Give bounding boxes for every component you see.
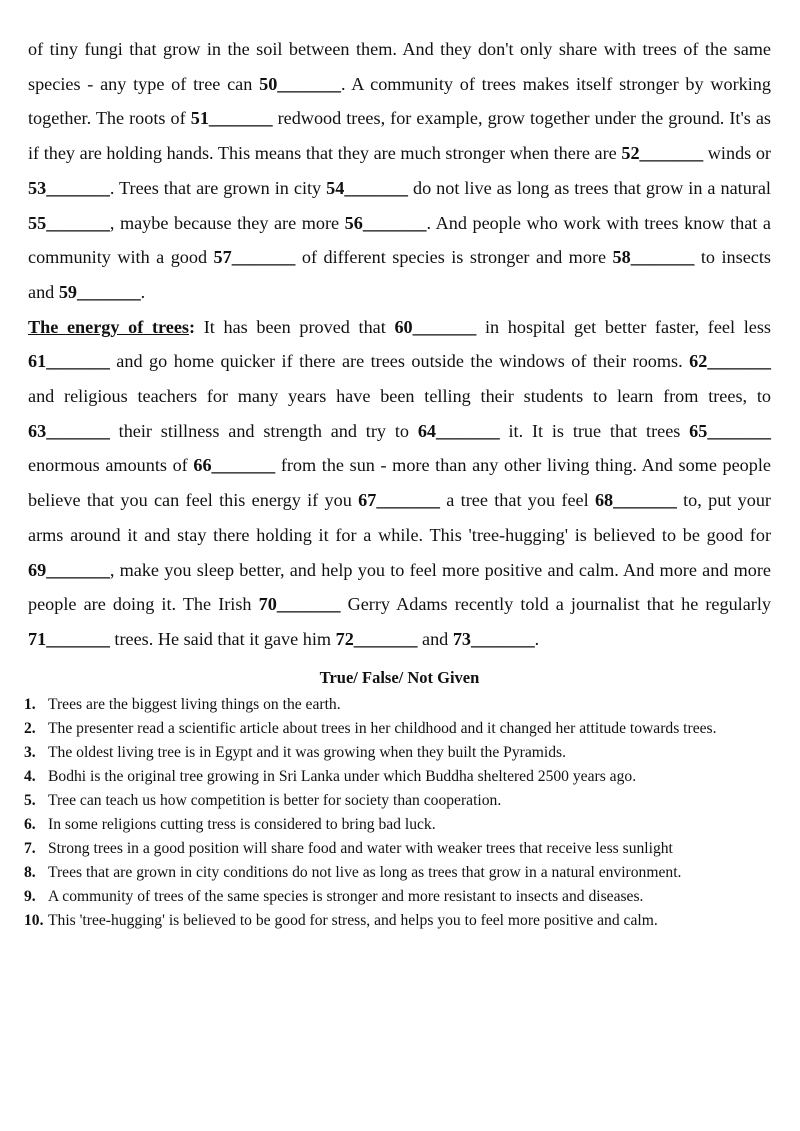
passage-text: . Trees that are grown in city xyxy=(109,177,327,198)
passage-text: to, put your arms around it and stay there holding it for a while. This 'tree-hugging' is believed to be good for xyxy=(28,490,771,545)
tfng-item xyxy=(24,765,771,789)
tfng-item-text: A community of trees of the same species is stronger and more resistant to insects and diseases. xyxy=(48,887,644,905)
gap-blank: 65_______ xyxy=(689,420,772,441)
tfng-item xyxy=(24,861,771,885)
tfng-item-number: 3. xyxy=(24,743,36,761)
passage-text: trees. He said that it gave him xyxy=(109,628,336,649)
gap-blank: 69_______ xyxy=(28,559,110,580)
tfng-item-number: 5. xyxy=(24,791,36,809)
gap-blank: 58_______ xyxy=(612,247,695,268)
gap-blank: 64_______ xyxy=(417,420,500,441)
gap-blank: 62_______ xyxy=(689,351,771,372)
tfng-item-text: Tree can teach us how competition is better for society than cooperation. xyxy=(48,791,502,809)
tfng-item-text: In some religions cutting tress is considered to bring bad luck. xyxy=(48,815,436,833)
tfng-title: True/ False/ Not Given xyxy=(319,667,480,687)
passage-text: and go home quicker if there are trees outside the windows of their rooms. xyxy=(109,351,690,372)
gap-blank: 54_______ xyxy=(326,177,408,198)
passage-text: of tiny fungi that grow in the soil between them. And they don't only share with trees of the same species - any type of tree can xyxy=(28,39,771,94)
passage-text: from the sun - more than any other living thing. And some people believe that you can feel this energy if you xyxy=(28,455,771,511)
passage-text: it. It is true that trees xyxy=(499,420,690,441)
tfng-item xyxy=(24,837,771,861)
gap-blank: 51_______ xyxy=(190,108,273,129)
gap-blank: 57_______ xyxy=(213,247,296,268)
gap-blank: 52_______ xyxy=(621,143,704,164)
gap-blank: 63_______ xyxy=(28,420,110,441)
tfng-item-number: 7. xyxy=(24,839,36,857)
gap-blank: 73_______ xyxy=(452,628,535,649)
passage-paragraph-1 xyxy=(28,32,771,310)
passage-paragraph-2 xyxy=(28,310,771,657)
passage-text: a tree that you feel xyxy=(439,490,595,511)
passage-text: , make you sleep better, and help you to feel more positive and calm. And more and more people are doing it. The Irish xyxy=(28,559,771,615)
passage-text: and xyxy=(417,628,453,649)
tfng-item-number: 4. xyxy=(24,767,36,785)
passage-text: . xyxy=(534,628,540,649)
gap-blank: 50_______ xyxy=(259,73,341,94)
tfng-item-number: 10. xyxy=(24,911,44,929)
tfng-item-text: This 'tree-hugging' is believed to be good for stress, and helps you to feel more positive and calm. xyxy=(48,911,658,929)
paragraph-2-body xyxy=(28,317,771,649)
gap-blank: 53_______ xyxy=(28,177,110,198)
section-heading-energy: The energy of trees xyxy=(28,316,189,337)
tfng-item-number: 2. xyxy=(24,719,36,737)
passage-text: their stillness and strength and try to xyxy=(109,420,418,441)
tfng-item xyxy=(24,741,771,765)
passage-text: and religious teachers for many years have been telling their students to learn from trees, to xyxy=(28,386,771,407)
tfng-item xyxy=(24,813,771,837)
gap-blank: 59_______ xyxy=(58,281,141,302)
passage-text: in hospital get better faster, feel less xyxy=(476,316,771,337)
tfng-item-text: The presenter read a scientific article about trees in her childhood and it changed her attitude towards trees. xyxy=(48,719,717,737)
passage-text: , maybe because they are more xyxy=(109,212,345,233)
tfng-item-number: 9. xyxy=(24,887,36,905)
gap-blank: 67_______ xyxy=(358,490,440,511)
passage-text: . A community of trees makes itself stronger by working together. The roots of xyxy=(28,73,771,129)
gap-blank: 56_______ xyxy=(344,212,427,233)
gap-blank: 66_______ xyxy=(193,455,276,476)
tfng-list xyxy=(24,693,771,933)
tfng-item-text: Bodhi is the original tree growing in Sri Lanka under which Buddha sheltered 2500 years ago. xyxy=(48,767,637,785)
tfng-item xyxy=(24,693,771,717)
passage-text: do not live as long as trees that grow in a natural xyxy=(408,177,771,198)
tfng-item xyxy=(24,885,771,909)
passage-text: of different species is stronger and more xyxy=(295,247,613,268)
passage-text: enormous amounts of xyxy=(28,455,194,476)
passage-text: redwood trees, for example, grow together under the ground. It's as if they are holding hands. This means that they are much stronger when there are xyxy=(28,108,771,164)
passage-text: It has been proved that xyxy=(195,316,395,337)
tfng-item-number: 8. xyxy=(24,863,36,881)
gap-blank: 55_______ xyxy=(28,212,110,233)
passage-text: winds or xyxy=(703,143,771,164)
gap-blank: 71_______ xyxy=(28,628,110,649)
tfng-item-text: The oldest living tree is in Egypt and it was growing when they built the Pyramids. xyxy=(48,743,566,761)
gap-blank: 61_______ xyxy=(28,351,110,372)
tfng-item-text: Trees are the biggest living things on the earth. xyxy=(48,695,341,713)
gap-blank: 72_______ xyxy=(335,628,418,649)
tfng-item-text: Trees that are grown in city conditions do not live as long as trees that grow in a natural environment. xyxy=(48,863,682,881)
tfng-item xyxy=(24,717,771,741)
tfng-item-text: Strong trees in a good position will share food and water with weaker trees that receive less sunlight xyxy=(48,839,673,857)
passage-text: . xyxy=(140,281,146,302)
gap-blank: 60_______ xyxy=(394,316,477,337)
passage-text: to insects and xyxy=(28,247,771,302)
gap-blank: 68_______ xyxy=(594,490,677,511)
tfng-item xyxy=(24,909,771,933)
heading-colon: : xyxy=(188,316,196,337)
passage-text: . And people who work with trees know that a community with a good xyxy=(28,212,771,268)
worksheet-page xyxy=(24,32,772,933)
tfng-item-number: 6. xyxy=(24,815,36,833)
tfng-item-number: 1. xyxy=(24,695,36,713)
gap-blank: 70_______ xyxy=(258,594,341,615)
passage-text: Gerry Adams recently told a journalist that he regularly xyxy=(340,594,772,615)
tfng-item xyxy=(24,789,771,813)
